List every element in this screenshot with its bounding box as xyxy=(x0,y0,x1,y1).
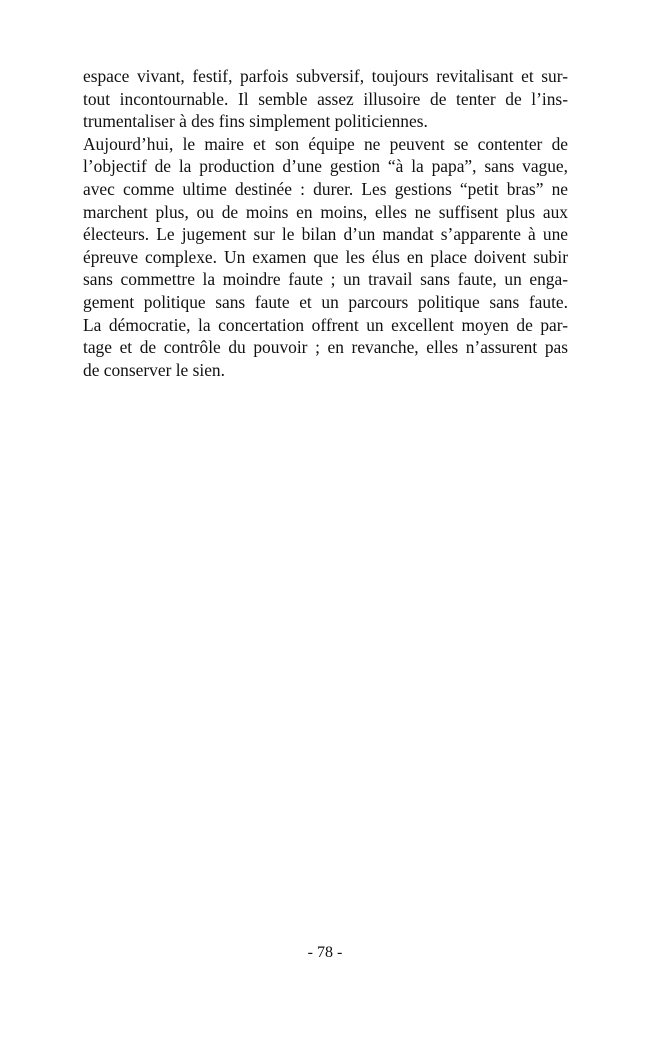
text-line: gement politique sans faute et un parcours politique sans faute. xyxy=(83,291,568,312)
text-line: épreuve complexe. Un examen que les élus en place doivent subir xyxy=(83,246,568,267)
text-line: l’objectif de la production d’une gestion “à la papa”, sans vague, xyxy=(83,156,568,177)
text-line: tout incontournable. Il semble assez illusoire de tenter de l’ins- xyxy=(83,88,568,109)
paragraph-1 xyxy=(83,65,568,133)
text-line: tage et de contrôle du pouvoir ; en revanche, elles n’assurent pas xyxy=(83,337,568,358)
text-line: trumentaliser à des fins simplement politiciennes. xyxy=(83,111,428,132)
text-line: marchent plus, ou de moins en moins, elles ne suffisent plus aux xyxy=(83,201,568,222)
body-text xyxy=(83,65,568,381)
text-line: de conserver le sien. xyxy=(83,359,225,380)
text-line: Aujourd’hui, le maire et son équipe ne peuvent se contenter de xyxy=(83,133,568,154)
text-line: espace vivant, festif, parfois subversif, toujours revitalisant et sur- xyxy=(83,66,568,86)
page-number: - 78 - xyxy=(307,944,343,961)
text-line: sans commettre la moindre faute ; un travail sans faute, un enga- xyxy=(83,269,568,290)
paragraph-2 xyxy=(83,133,568,382)
text-line: La démocratie, la concertation offrent un excellent moyen de par- xyxy=(83,314,568,335)
text-line: électeurs. Le jugement sur le bilan d’un mandat s’apparente à une xyxy=(83,224,568,245)
text-line: avec comme ultime destinée : durer. Les gestions “petit bras” ne xyxy=(83,178,568,199)
